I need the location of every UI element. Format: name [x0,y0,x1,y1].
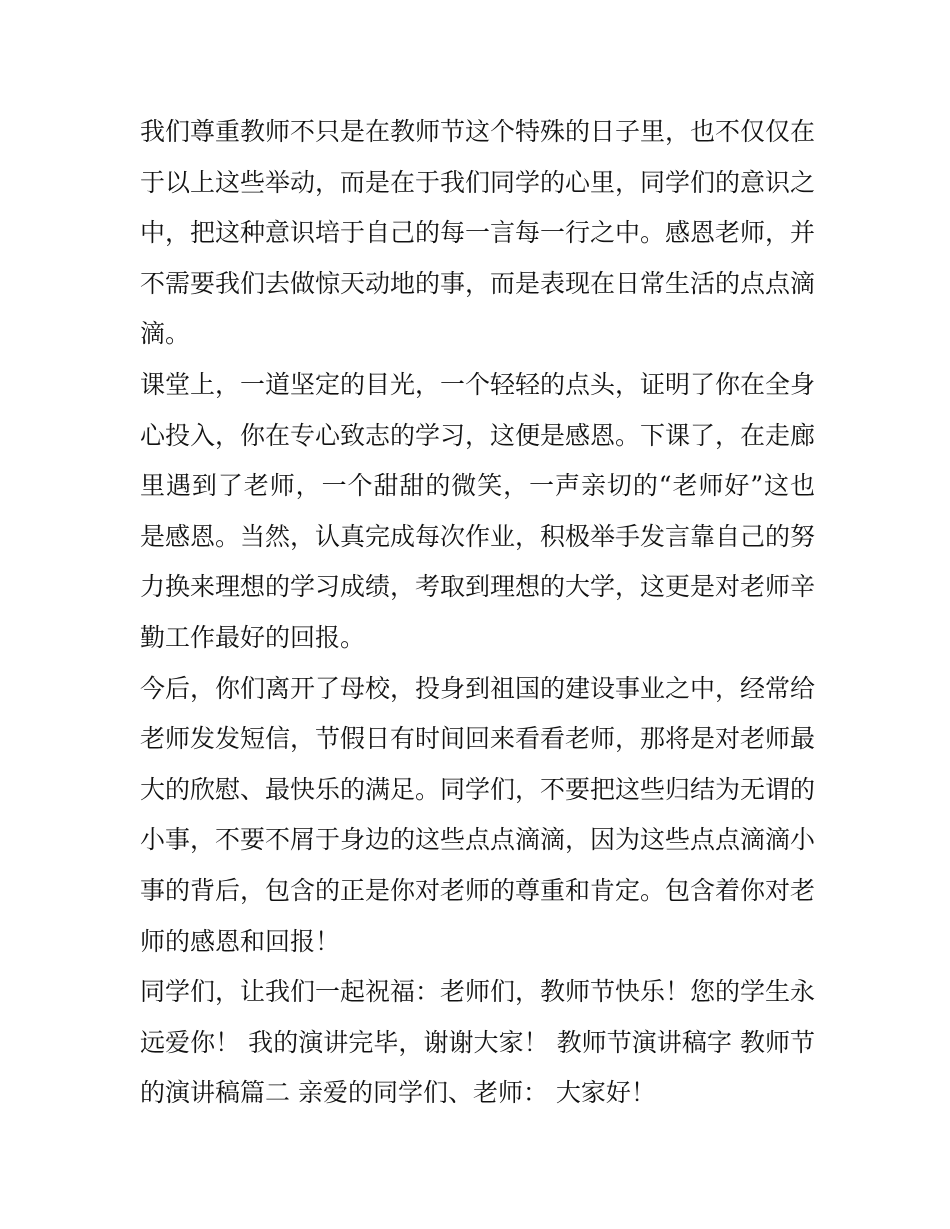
document-body [140,107,815,1119]
paragraph-4: 同学们，让我们一起祝福：老师们，教师节快乐！您的学生永远爱你！ 我的演讲完毕，谢谢大家！ 教师节演讲稿字 教师节的演讲稿篇二 亲爱的同学们、老师： 大家好！ [140,977,816,1108]
paragraph-2: 课堂上，一道坚定的目光，一个轻轻的点头，证明了你在全身心投入，你在专心致志的学习，这便是感恩。下课了，在走廊里遇到了老师，一个甜甜的微笑，一声亲切的“老师好”这也是感恩。当然，认真完成每次作业，积极举手发言靠自己的努力换来理想的学习成绩，考取到理想的大学，这更是对老师辛勤工作最好的回报。 [140,369,816,652]
paragraph-3: 今后，你们离开了母校，投身到祖国的建设事业之中，经常给老师发发短信，节假日有时间回来看看老师，那将是对老师最大的欣慰、最快乐的满足。同学们，不要把这些归结为无谓的小事，不要不屑于身边的这些点点滴滴，因为这些点点滴滴小事的背后，包含的正是你对老师的尊重和肯定。包含着你对老师的感恩和回报！ [140,673,816,956]
paragraph-1: 我们尊重教师不只是在教师节这个特殊的日子里，也不仅仅在于以上这些举动，而是在于我们同学的心里，同学们的意识之中，把这种意识培于自己的每一言每一行之中。感恩老师，并不需要我们去做惊天动地的事，而是表现在日常生活的点点滴滴。 [140,117,816,349]
